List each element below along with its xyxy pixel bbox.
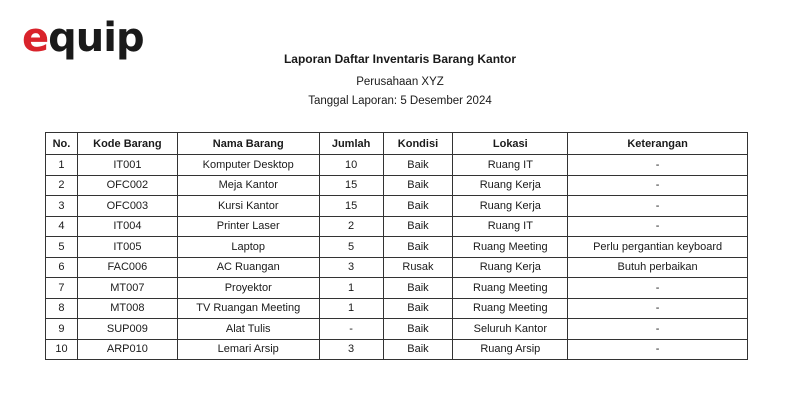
cell-kondisi: Baik xyxy=(383,298,453,319)
inventory-table xyxy=(45,132,748,360)
cell-nama-barang: Printer Laser xyxy=(177,216,319,237)
cell-kode-barang: IT004 xyxy=(77,216,177,237)
cell-jumlah: - xyxy=(319,319,383,340)
header-jumlah: Jumlah xyxy=(319,133,383,155)
cell-jumlah: 15 xyxy=(319,196,383,217)
cell-jumlah: 1 xyxy=(319,298,383,319)
cell-kode-barang: IT005 xyxy=(77,237,177,258)
cell-keterangan: - xyxy=(568,319,748,340)
cell-jumlah: 15 xyxy=(319,175,383,196)
header-nama-barang: Nama Barang xyxy=(177,133,319,155)
header-kode-barang: Kode Barang xyxy=(77,133,177,155)
cell-kode-barang: MT007 xyxy=(77,278,177,299)
cell-nama-barang: Lemari Arsip xyxy=(177,339,319,360)
report-title: Laporan Daftar Inventaris Barang Kantor xyxy=(283,52,517,66)
cell-jumlah: 5 xyxy=(319,237,383,258)
cell-keterangan: Butuh perbaikan xyxy=(568,257,748,278)
cell-kode-barang: MT008 xyxy=(77,298,177,319)
cell-nama-barang: TV Ruangan Meeting xyxy=(177,298,319,319)
cell-nama-barang: AC Ruangan xyxy=(177,257,319,278)
header-no: No. xyxy=(46,133,78,155)
cell-no: 2 xyxy=(46,175,78,196)
cell-lokasi: Seluruh Kantor xyxy=(453,319,568,340)
cell-nama-barang: Komputer Desktop xyxy=(177,155,319,176)
cell-keterangan: - xyxy=(568,196,748,217)
cell-lokasi: Ruang Meeting xyxy=(453,237,568,258)
cell-no: 8 xyxy=(46,298,78,319)
cell-no: 5 xyxy=(46,237,78,258)
cell-kode-barang: OFC003 xyxy=(77,196,177,217)
table-row xyxy=(46,237,748,258)
cell-no: 3 xyxy=(46,196,78,217)
cell-kode-barang: OFC002 xyxy=(77,175,177,196)
cell-no: 9 xyxy=(46,319,78,340)
cell-kode-barang: SUP009 xyxy=(77,319,177,340)
cell-jumlah: 3 xyxy=(319,257,383,278)
cell-keterangan: - xyxy=(568,278,748,299)
report-date: Tanggal Laporan: 5 Desember 2024 xyxy=(308,95,492,107)
cell-kondisi: Baik xyxy=(383,278,453,299)
cell-lokasi: Ruang IT xyxy=(453,216,568,237)
table-row xyxy=(46,339,748,360)
table-row xyxy=(46,155,748,176)
cell-lokasi: Ruang Kerja xyxy=(453,175,568,196)
header-lokasi: Lokasi xyxy=(453,133,568,155)
cell-jumlah: 3 xyxy=(319,339,383,360)
table-body xyxy=(46,155,748,360)
header-keterangan: Keterangan xyxy=(568,133,748,155)
table-header-row xyxy=(46,133,748,155)
cell-kondisi: Baik xyxy=(383,319,453,340)
cell-kondisi: Baik xyxy=(383,175,453,196)
cell-no: 10 xyxy=(46,339,78,360)
cell-keterangan: - xyxy=(568,155,748,176)
cell-kondisi: Baik xyxy=(383,155,453,176)
cell-jumlah: 10 xyxy=(319,155,383,176)
cell-kondisi: Baik xyxy=(383,237,453,258)
cell-keterangan: - xyxy=(568,298,748,319)
cell-keterangan: - xyxy=(568,175,748,196)
cell-no: 4 xyxy=(46,216,78,237)
cell-jumlah: 2 xyxy=(319,216,383,237)
table-row xyxy=(46,175,748,196)
cell-kondisi: Baik xyxy=(383,216,453,237)
cell-kondisi: Baik xyxy=(383,196,453,217)
cell-lokasi: Ruang Kerja xyxy=(453,257,568,278)
table-row xyxy=(46,298,748,319)
company-name: Perusahaan XYZ xyxy=(356,76,444,88)
cell-kode-barang: ARP010 xyxy=(77,339,177,360)
cell-kondisi: Baik xyxy=(383,339,453,360)
table-row xyxy=(46,196,748,217)
cell-jumlah: 1 xyxy=(319,278,383,299)
cell-nama-barang: Alat Tulis xyxy=(177,319,319,340)
cell-keterangan: Perlu pergantian keyboard xyxy=(568,237,748,258)
cell-nama-barang: Kursi Kantor xyxy=(177,196,319,217)
cell-lokasi: Ruang IT xyxy=(453,155,568,176)
cell-nama-barang: Proyektor xyxy=(177,278,319,299)
logo-wordmark: quip xyxy=(48,15,144,61)
cell-lokasi: Ruang Meeting xyxy=(453,278,568,299)
cell-lokasi: Ruang Arsip xyxy=(453,339,568,360)
header-kondisi: Kondisi xyxy=(383,133,453,155)
cell-no: 6 xyxy=(46,257,78,278)
cell-kode-barang: IT001 xyxy=(77,155,177,176)
cell-keterangan: - xyxy=(568,339,748,360)
cell-kode-barang: FAC006 xyxy=(77,257,177,278)
cell-kondisi: Rusak xyxy=(383,257,453,278)
table-row xyxy=(46,257,748,278)
cell-lokasi: Ruang Kerja xyxy=(453,196,568,217)
cell-nama-barang: Laptop xyxy=(177,237,319,258)
cell-nama-barang: Meja Kantor xyxy=(177,175,319,196)
table-row xyxy=(46,319,748,340)
table-row xyxy=(46,216,748,237)
logo-accent-letter: e xyxy=(22,15,49,61)
cell-no: 7 xyxy=(46,278,78,299)
cell-keterangan: - xyxy=(568,216,748,237)
cell-no: 1 xyxy=(46,155,78,176)
table-row xyxy=(46,278,748,299)
cell-lokasi: Ruang Meeting xyxy=(453,298,568,319)
